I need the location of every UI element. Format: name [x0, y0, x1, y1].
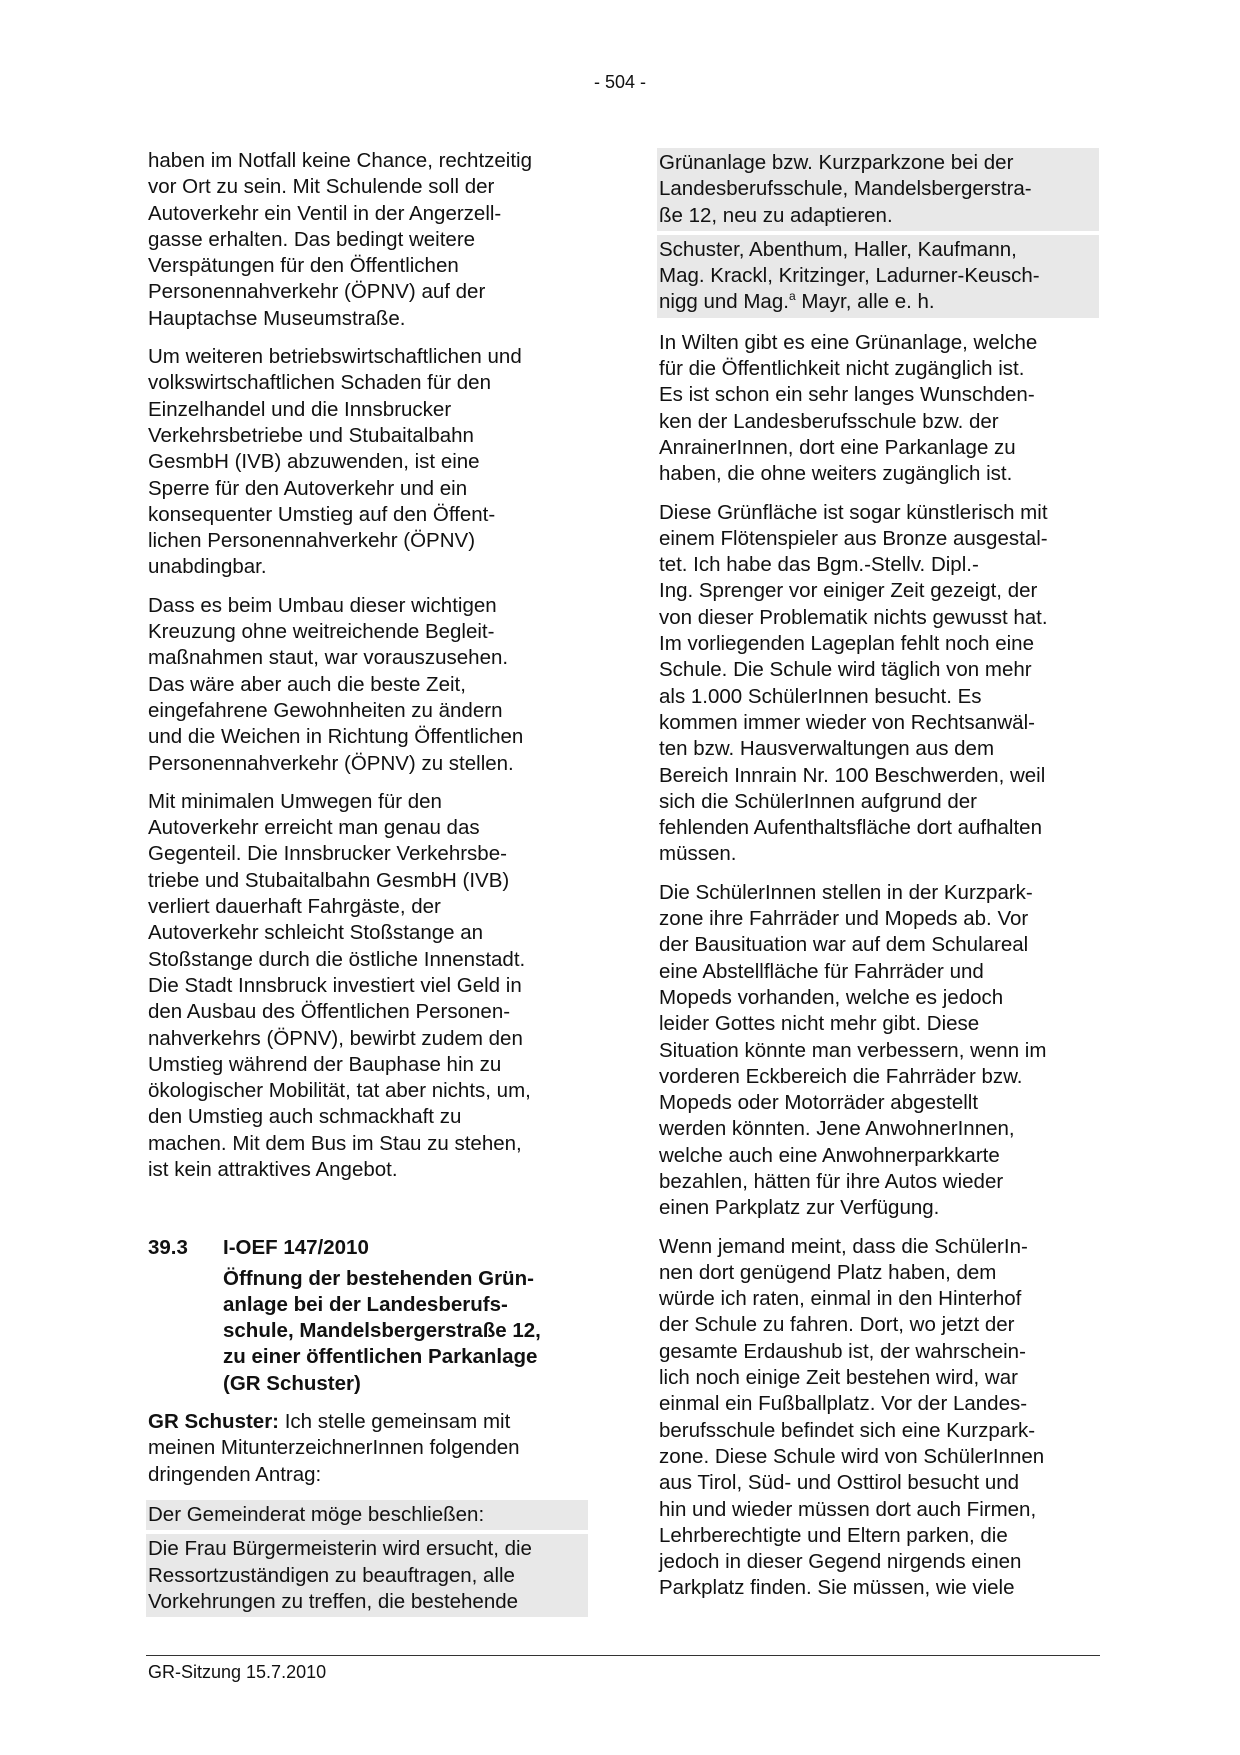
page-number: - 504 - [593, 72, 647, 92]
section-title: Öffnung der bestehenden Grün- anlage bei der Landesberufs- schule, Mandelsbergerstraße 12, zu einer öffentlichen Parkanlage (GR Schuster) [223, 1266, 541, 1395]
section-heading [148, 1235, 588, 1261]
right-paragraph-4: Wenn jemand meint, dass die SchülerIn- nen dort genügend Platz haben, dem würde ich raten, einmal in den Hinterhof der Schule zu fahren. Dort, wo jetzt der gesamte Erdaushub ist, der wahrschein- lich noch einige Zeit bestehen wird, war einmal ein Fußballplatz. Vor der Landes- berufsschule befindet sich eine Kurzpark- zone. Diese Schule wird von SchülerInnen aus Tirol, Süd- und Osttirol besucht und hin und wieder müssen dort auch Firmen, Lehrberechtigte und Eltern parken, die jedoch in dieser Gegend nirgends einen Parkplatz finden. Sie müssen, wie viele [659, 1234, 1045, 1600]
section-number: 39.3 [148, 1236, 188, 1260]
right-paragraph-1: In Wilten gibt es eine Grünanlage, welche für die Öffentlichkeit nicht zugänglich ist. Es ist schon ein sehr langes Wunschden- ken der Landesberufsschule bzw. der AnrainerInnen, dort eine Parkanlage zu haben, die ohne weiters zugänglich ist. [659, 330, 1038, 486]
speaker-text: Ich stelle gemeinsam mit meinen MitunterzeichnerInnen folgenden dringenden Antrag: [148, 1410, 520, 1486]
left-paragraph-3: Dass es beim Umbau dieser wichtigen Kreuzung ohne weitreichende Begleit- maßnahmen staut, war vorauszusehen. Das wäre aber auch die beste Zeit, eingefahrene Gewohnheiten zu ändern und die Weichen in Richtung Öffentlichen Personennahverkehr (ÖPNV) zu stellen. [148, 593, 524, 775]
right-column [659, 148, 1099, 1614]
signers-text-end: Mayr, alle e. h. [795, 290, 935, 314]
footer-session-date: GR-Sitzung 15.7.2010 [148, 1662, 327, 1682]
motion-text: Die Frau Bürgermeisterin wird ersucht, die Ressortzuständigen zu beauftragen, alle Vorkehrungen zu treffen, die bestehende [146, 1534, 588, 1617]
left-column [148, 148, 588, 1621]
motion-signers [657, 235, 1099, 318]
speaker-paragraph [148, 1409, 588, 1488]
speaker-name: GR Schuster: [148, 1410, 279, 1434]
left-paragraph-1: haben im Notfall keine Chance, rechtzeitig vor Ort zu sein. Mit Schulende soll der Autoverkehr ein Ventil in der Angerzell- gasse erhalten. Das bedingt weitere Verspätungen für den Öffentlichen Personennahverkehr (ÖPNV) auf der Hauptachse Museumstraße. [148, 149, 533, 330]
signers-text: Schuster, Abenthum, Haller, Kaufmann, Mag. Krackl, Kritzinger, Ladurner-Keusch- nigg und Mag. [659, 237, 1040, 314]
left-paragraph-4: Mit minimalen Umwegen für den Autoverkehr erreicht man genau das Gegenteil. Die Innsbrucker Verkehrsbe- triebe und Stubaitalbahn GesmbH (IVB) verliert dauerhaft Fahrgäste, der Autoverkehr schleicht Stoßstange an Stoßstange durch die östliche Innenstadt. Die Stadt Innsbruck investiert viel Geld in den Ausbau des Öffentlichen Personen- nahverkehrs (ÖPNV), bewirbt zudem den Umstieg während der Bauphase hin zu ökologischer Mobilität, tat aber nichts, um, den Umstieg auch schmackhaft zu machen. Mit dem Bus im Stau zu stehen, ist kein attraktives Angebot. [148, 789, 531, 1181]
section-code: I-OEF 147/2010 [223, 1236, 369, 1260]
right-paragraph-2: Diese Grünfläche ist sogar künstlerisch mit einem Flötenspieler aus Bronze ausgestal- tet. Ich habe das Bgm.-Stellv. Dipl.- Ing. Sprenger vor einiger Zeit gezeigt, der von dieser Problematik nichts gewusst hat. Im vorliegenden Lageplan fehlt noch eine Schule. Die Schule wird täglich von mehr als 1.000 SchülerInnen besucht. Es kommen immer wieder von Rechtsanwäl- ten bzw. Hausverwaltungen aus dem Bereich Innrain Nr. 100 Beschwerden, weil sich die SchülerInnen aufgrund der fehlenden Aufenthaltsfläche dort aufhalten müssen. [659, 500, 1048, 866]
signers-superscript: a [788, 289, 796, 304]
right-paragraph-3: Die SchülerInnen stellen in der Kurzpark- zone ihre Fahrräder und Mopeds ab. Vor der Bausituation war auf dem Schulareal eine Abstellfläche für Fahrräder und Mopeds vorhanden, welche es jedoch leider Gottes nicht mehr gibt. Diese Situation könnte man verbessern, wenn im vorderen Eckbereich die Fahrräder bzw. Mopeds oder Motorräder abgestellt werden könnten. Jene AnwohnerInnen, welche auch eine Anwohnerparkkarte bezahlen, hätten für ihre Autos wieder einen Parkplatz zur Verfügung. [659, 880, 1047, 1220]
footer-divider [146, 1655, 1100, 1656]
left-paragraph-2: Um weiteren betriebswirtschaftlichen und volkswirtschaftlichen Schaden für den Einzelhandel und die Innsbrucker Verkehrsbetriebe und Stubaitalbahn GesmbH (IVB) abzuwenden, ist eine Sperre für den Autoverkehr und ein konsequenter Umstieg auf den Öffent- lichen Personennahverkehr (ÖPNV) unabdingbar. [148, 345, 522, 579]
motion-text-continued: Grünanlage bzw. Kurzparkzone bei der Landesberufsschule, Mandelsbergerstra- ße 12, neu zu adaptieren. [657, 148, 1099, 231]
motion-heading: Der Gemeinderat möge beschließen: [146, 1500, 588, 1530]
